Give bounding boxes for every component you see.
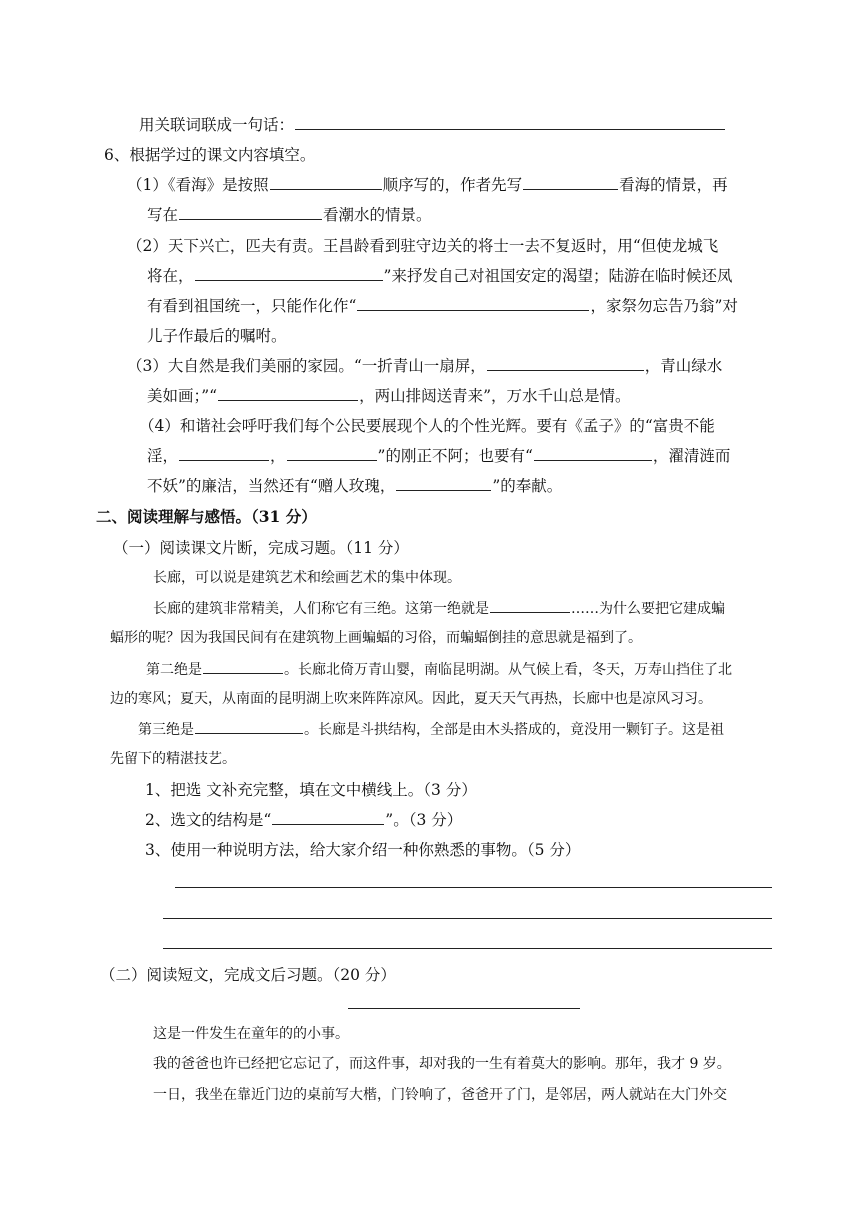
q6-p2-line2: [147, 266, 732, 286]
text: ，: [270, 447, 286, 465]
text: 看潮水的情景。: [323, 206, 432, 224]
answer-line[interactable]: [175, 887, 772, 888]
answer-blank[interactable]: [272, 810, 384, 825]
passage-line: [153, 598, 725, 619]
part2-heading: （二）阅读短文，完成文后习题。（20 分）: [100, 966, 396, 984]
q6-p2-line4: 儿子作最后的嘱咐。: [147, 327, 287, 345]
passage-line: 先留下的精湛技艺。: [110, 751, 236, 767]
q6-p2-line1: （2）天下兴亡，匹夫有责。王昌龄看到驻守边关的将士一去不复返时，用“但使龙城飞: [127, 237, 719, 255]
answer-blank[interactable]: [534, 446, 652, 461]
q6-p4-line3: [147, 476, 562, 496]
q5-text: 用关联词联成一句话：: [139, 116, 295, 134]
text: （1）《看海》是按照: [127, 176, 269, 194]
answer-blank[interactable]: [179, 205, 322, 220]
text: 有看到祖国统一，只能作化作“: [147, 297, 357, 315]
answer-line[interactable]: [163, 918, 772, 919]
section-heading: 二、阅读理解与感悟。（31 分）: [96, 507, 317, 526]
text: ……为什么要把它建成蝙: [571, 601, 725, 617]
answer-blank[interactable]: [218, 386, 358, 401]
q6-p3-line1: [127, 356, 722, 376]
text: （3）大自然是我们美丽的家园。“一折青山一扇屏，: [127, 357, 486, 375]
text: ”的奉献。: [492, 477, 563, 495]
passage-line: 我的爸爸也许已经把它忘记了，而这件事，却对我的一生有着莫大的影响。那年，我才 9 岁。: [153, 1056, 731, 1072]
text: ，青山绿水: [644, 357, 723, 375]
q6-p4-line2: [147, 446, 730, 466]
answer-blank[interactable]: [523, 175, 618, 190]
text: 不妖”的廉洁，当然还有“赠人玫瑰，: [147, 477, 396, 495]
answer-blank[interactable]: [195, 719, 303, 734]
answer-blank[interactable]: [195, 266, 383, 281]
q5-line: [139, 115, 726, 135]
text: 将在，: [147, 267, 194, 285]
answer-blank[interactable]: [295, 115, 725, 130]
text: 看海的情景，再: [619, 176, 728, 194]
text: ，濯清涟而: [652, 447, 731, 465]
question-2: [145, 810, 462, 830]
text: 顺序写的，作者先写: [382, 176, 523, 194]
passage-line: 长廊，可以说是建筑艺术和绘画艺术的集中体现。: [153, 570, 461, 586]
text: ”。（3 分）: [385, 811, 463, 829]
passage-line: [138, 719, 724, 740]
text: ”来抒发自己对祖国安定的渴望；陆游在临时候还凤: [383, 267, 733, 285]
text: 第三绝是: [138, 722, 194, 738]
q6-p2-line3: [147, 296, 738, 316]
text: 写在: [147, 206, 179, 224]
passage-line: 这是一件发生在童年的的小事。: [153, 1026, 349, 1042]
text: 。长廊北倚万青山婴，南临昆明湖。从气候上看，冬天，万寿山挡住了北: [284, 662, 732, 678]
passage-line: 边的寒风；夏天，从南面的昆明湖上吹来阵阵凉风。因此，夏天天气再热，长廊中也是凉风习习。: [110, 691, 712, 707]
q6-p3-line2: [147, 386, 631, 406]
q6-p1-line1: [127, 175, 728, 195]
answer-blank[interactable]: [270, 175, 382, 190]
text: ”的刚正不阿；也要有“: [377, 447, 533, 465]
passage-line: 蝠形的呢？因为我国民间有在建筑物上画蝙蝠的习俗，而蝙蝠倒挂的意思就是福到了。: [110, 630, 642, 646]
text: 淫，: [147, 447, 179, 465]
answer-blank[interactable]: [179, 446, 269, 461]
q6-p4-line1: （4）和谐社会呼吁我们每个公民要展现个人的个性光辉。要有《孟子》的“富贵不能: [139, 417, 715, 435]
answer-line[interactable]: [163, 948, 772, 949]
text: 美如画；”“: [147, 387, 218, 405]
text: ，家祭勿忘告乃翁”对: [590, 297, 738, 315]
question-1: 1、把选 文补充完整，填在文中横线上。（3 分）: [145, 781, 477, 799]
q6-p1-line2: [147, 205, 432, 225]
title-blank[interactable]: [348, 1008, 580, 1009]
passage-line: [146, 659, 732, 680]
text: 长廊的建筑非常精美，人们称它有三绝。这第一绝就是: [153, 601, 489, 617]
text: 。长廊是斗拱结构，全部是由木头搭成的，竟没用一颗钉子。这是祖: [304, 722, 724, 738]
question-3: 3、使用一种说明方法，给大家介绍一种你熟悉的事物。（5 分）: [145, 841, 581, 859]
text: ，两山排闼送青来”，万水千山总是情。: [359, 387, 631, 405]
answer-blank[interactable]: [357, 296, 589, 311]
q6-title: 6、根据学过的课文内容填空。: [104, 146, 316, 164]
text: 第二绝是: [146, 662, 202, 678]
part1-heading: （一）阅读课文片断，完成习题。（11 分）: [113, 539, 409, 557]
answer-blank[interactable]: [203, 659, 283, 674]
text: 2、选文的结构是“: [145, 811, 272, 829]
passage-line: 一日，我坐在靠近门边的桌前写大楷，门铃响了，爸爸开了门，是邻居，两人就站在大门外交: [153, 1087, 727, 1103]
answer-blank[interactable]: [287, 446, 377, 461]
answer-blank[interactable]: [396, 476, 491, 491]
answer-blank[interactable]: [487, 356, 644, 371]
answer-blank[interactable]: [490, 598, 570, 613]
